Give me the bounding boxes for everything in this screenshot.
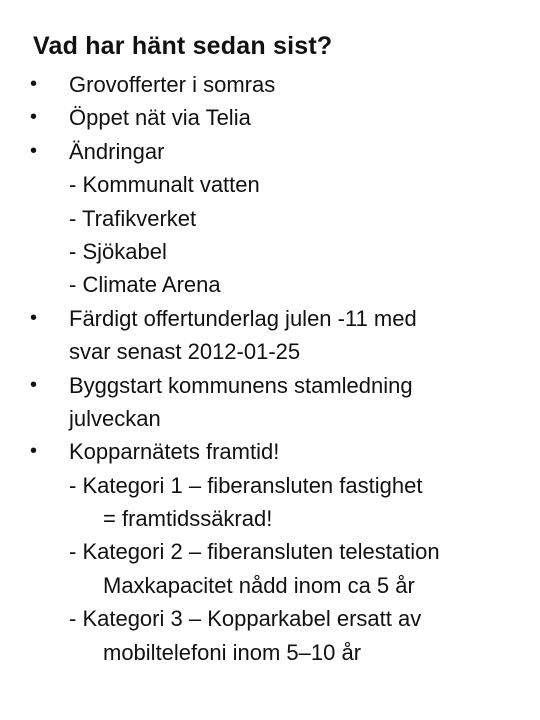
sub-item-continuation-text: mobiltelefoni inom 5–10 år xyxy=(103,639,362,665)
sub-item-text: - Trafikverket xyxy=(69,205,197,231)
list-item xyxy=(0,369,540,402)
list-item xyxy=(0,68,540,101)
bullet-icon: • xyxy=(30,73,38,95)
bullet-icon: • xyxy=(30,373,38,396)
bullet-list xyxy=(0,68,540,669)
sub-item-text: - Kategori 3 – Kopparkabel ersatt av xyxy=(69,606,422,632)
sub-item-continuation-text: Maxkapacitet nådd inom ca 5 år xyxy=(103,572,415,598)
sub-item xyxy=(0,268,540,301)
sub-item-text: - Climate Arena xyxy=(69,272,221,298)
list-item-text: Öppet nät via Telia xyxy=(69,105,251,131)
list-item xyxy=(0,101,540,134)
sub-item xyxy=(0,602,540,635)
sub-item xyxy=(0,202,540,235)
slide-title: Vad har hänt sedan sist? xyxy=(33,32,333,60)
sub-item-continuation-text: = framtidssäkrad! xyxy=(103,506,273,532)
bullet-icon: • xyxy=(30,306,38,329)
sub-item xyxy=(0,535,540,568)
list-item-continuation-text: julveckan xyxy=(69,405,161,431)
sub-item-continuation xyxy=(0,502,540,535)
list-item-continuation xyxy=(0,335,540,368)
sub-item xyxy=(0,235,540,268)
list-item-text: Byggstart kommunens stamledning xyxy=(69,372,413,398)
bullet-icon: • xyxy=(30,106,38,129)
bullet-icon: • xyxy=(30,139,38,162)
list-item-continuation-text: svar senast 2012-01-25 xyxy=(69,339,301,365)
sub-item-text: - Kategori 2 – fiberansluten telestation xyxy=(69,539,440,565)
list-item-text: Grovofferter i somras xyxy=(69,72,276,97)
list-item-text: Kopparnätets framtid! xyxy=(69,439,280,465)
list-item-text: Ändringar xyxy=(69,138,165,164)
sub-item-continuation xyxy=(0,636,540,669)
sub-item-continuation xyxy=(0,569,540,602)
sub-item-text: - Sjökabel xyxy=(69,238,167,264)
list-item xyxy=(0,302,540,335)
list-item xyxy=(0,135,540,168)
list-item-continuation xyxy=(0,402,540,435)
list-item xyxy=(0,435,540,468)
sub-item-text: - Kommunalt vatten xyxy=(69,172,260,198)
bullet-icon: • xyxy=(30,440,38,463)
sub-item xyxy=(0,168,540,201)
sub-item xyxy=(0,469,540,502)
list-item-text: Färdigt offertunderlag julen -11 med xyxy=(69,305,417,331)
sub-item-text: - Kategori 1 – fiberansluten fastighet xyxy=(69,472,423,498)
